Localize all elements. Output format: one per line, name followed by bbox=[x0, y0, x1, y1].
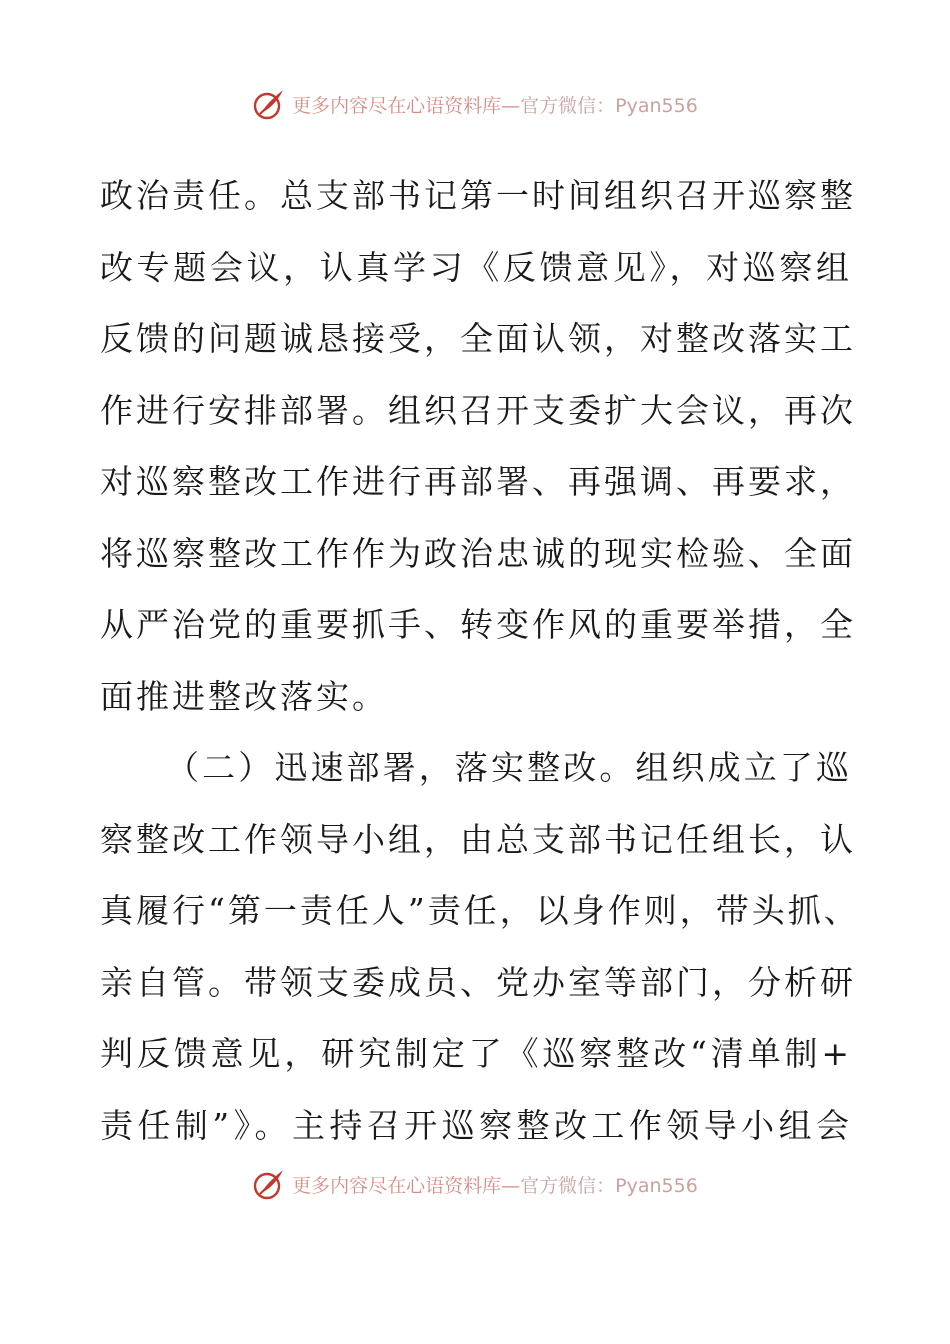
watermark-wechat-text: 官方微信：Pyan556 bbox=[520, 1174, 698, 1197]
watermark-main-text: 更多内容尽在心语资料库— bbox=[292, 94, 521, 117]
quill-logo-icon bbox=[252, 1167, 286, 1201]
text-line: （二）迅速部署，落实整改。组织成立了巡 bbox=[166, 748, 852, 787]
text-line: 判反馈意见，研究制定了《巡察整改“清单制+ bbox=[100, 1034, 852, 1073]
text-line: 改专题会议，认真学习《反馈意见》，对巡察组 bbox=[100, 247, 852, 287]
text-line: 政治责任。总支部书记第一时间组织召开巡察整 bbox=[100, 176, 856, 215]
header-watermark bbox=[0, 84, 950, 124]
text-line: 对巡察整改工作进行再部署、再强调、再要求， bbox=[100, 462, 856, 501]
paragraph-1 bbox=[100, 160, 856, 732]
quill-logo-icon bbox=[252, 87, 286, 121]
text-line: 反馈的问题诚恳接受，全面认领，对整改落实工 bbox=[100, 319, 856, 358]
text-line: 作进行安排部署。组织召开支委扩大会议，再次 bbox=[100, 390, 856, 430]
text-line: 亲自管。带领支委成员、党办室等部门，分析研 bbox=[100, 962, 856, 1002]
watermark-wechat-text: 官方微信：Pyan556 bbox=[520, 94, 698, 117]
document-body bbox=[100, 160, 860, 1161]
paragraph-2 bbox=[100, 732, 860, 1161]
text-line: 责任制”》。主持召开巡察整改工作领导小组会 bbox=[100, 1105, 852, 1145]
watermark-main-text: 更多内容尽在心语资料库— bbox=[292, 1174, 521, 1197]
text-line: 察整改工作领导小组，由总支部书记任组长，认 bbox=[100, 819, 856, 859]
text-line: 面推进整改落实。 bbox=[100, 676, 388, 716]
text-line: 将巡察整改工作作为政治忠诚的现实检验、全面 bbox=[100, 533, 856, 573]
footer-watermark bbox=[0, 1164, 950, 1204]
text-line: 从严治党的重要抓手、转变作风的重要举措，全 bbox=[100, 605, 856, 644]
text-line: 真履行“第一责任人”责任，以身作则，带头抓、 bbox=[100, 891, 860, 930]
